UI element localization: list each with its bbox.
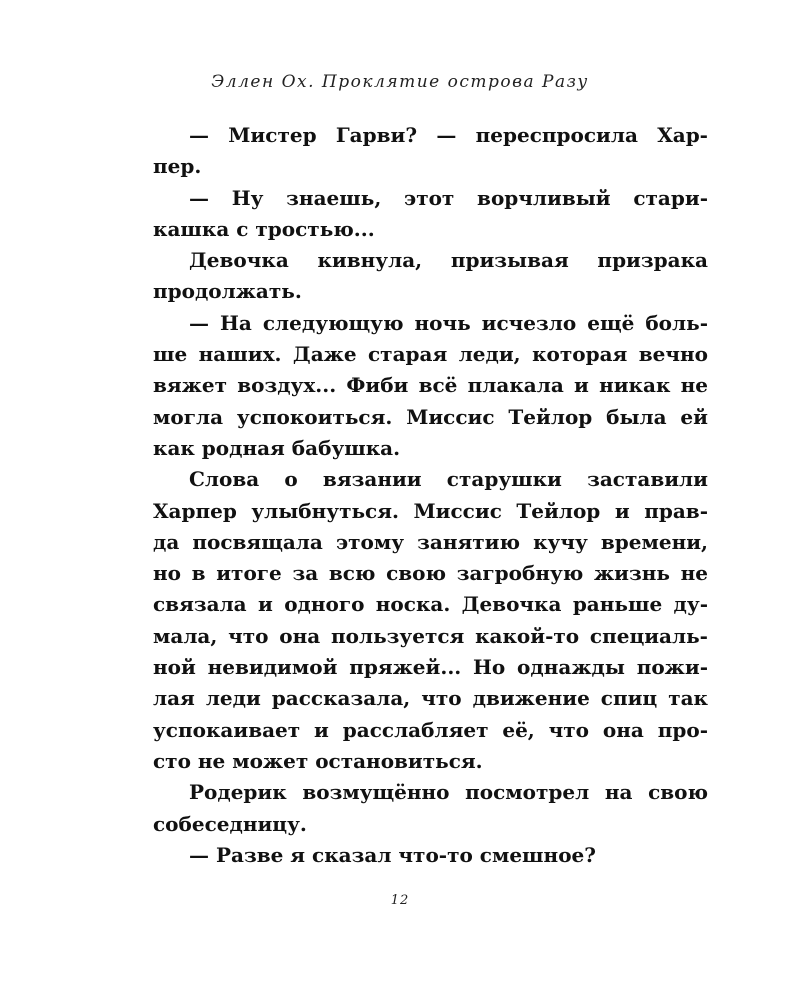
text-line: успокаивает и расслабляет её, что она про-	[153, 717, 708, 742]
text-line: — Мистер Гарви? — переспросила Хар-	[189, 123, 708, 147]
text-line: Родерик возмущённо посмотрел на свою	[189, 780, 708, 805]
text-line: — Разве я сказал что-то смешное?	[189, 842, 596, 867]
text-line: вяжет воздух... Фиби всё плакала и никак не	[153, 373, 708, 398]
text-line: Харпер улыбнуться. Миссис Тейлор и прав-	[153, 498, 708, 523]
text-line: да посвящала этому занятию кучу времени,	[153, 529, 708, 554]
text-line: сто не может остановиться.	[153, 748, 483, 773]
body-text	[153, 120, 708, 871]
text-line: как родная бабушка.	[153, 435, 401, 460]
text-line: — На следующую ночь исчезло ещё боль-	[189, 310, 708, 335]
text-line: могла успокоиться. Миссис Тейлор была ей	[153, 404, 708, 429]
text-line: собеседницу.	[153, 811, 307, 836]
text-line: продолжать.	[153, 279, 302, 304]
text-line: ше наших. Даже старая леди, которая вечно	[153, 342, 708, 367]
text-line: Слова о вязании старушки заставили	[189, 467, 708, 492]
text-line: ной невидимой пряжей... Но однажды пожи-	[153, 655, 708, 680]
page-number: 12	[390, 893, 410, 908]
text-line: кашка с тростью...	[153, 216, 375, 241]
text-line: связала и одного носка. Девочка раньше ду-	[153, 592, 708, 617]
text-line: мала, что она пользуется какой-то специаль-	[153, 623, 708, 648]
running-header: Эллен Ох. Проклятие острова Разу	[211, 72, 589, 92]
text-line: лая леди рассказала, что движение спиц так	[153, 686, 708, 711]
text-line: но в итоге за всю свою загробную жизнь не	[153, 561, 708, 586]
text-line: пер.	[153, 154, 202, 179]
text-line: — Ну знаешь, этот ворчливый стари-	[189, 185, 708, 210]
text-line: Девочка кивнула, призывая призрака	[189, 248, 708, 273]
